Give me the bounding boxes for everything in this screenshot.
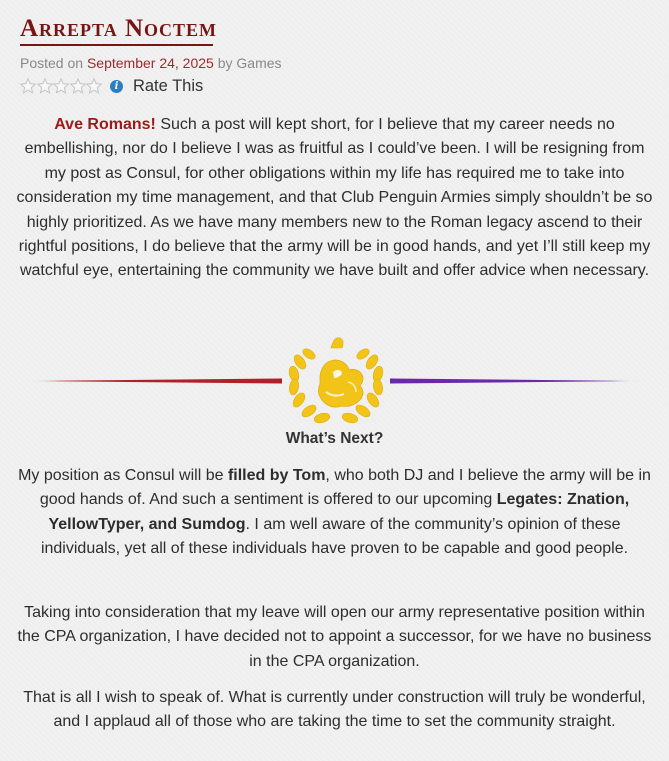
succession-paragraph [14,464,655,562]
intro-paragraph [14,113,655,284]
divider-right-line [390,379,642,384]
succession-bold-tom: filled by Tom [227,467,326,484]
section-divider [0,334,669,430]
cpa-paragraph: Taking into consideration that my leave will open our army representative position within the CPA organization, I have decided not to appoint a successor, for we have no business in the CPA organization. [17,604,652,670]
by-label: by [217,55,233,71]
divider-left-line [30,379,282,384]
rate-this-link[interactable]: Rate This [132,77,204,95]
posted-on-label: Posted on [20,55,84,71]
succession-bold-legates: Legates: Znation, YellowTyper, and Sumdog [48,491,630,533]
closing-paragraph: That is all I wish to speak of. What is currently under construction will truly be wonderful, and I applaud all of those who are taking the time to set the community straight. [23,689,646,731]
succession-text-b: , who both DJ and I believe the army will be in good hands of. And such a sentiment is offered to our upcoming [39,467,651,509]
star-icon-2[interactable] [37,78,53,94]
succession-text-a: My position as Consul will be [18,467,228,484]
post-date-link[interactable]: September 24, 2025 [86,55,214,71]
star-icon-1[interactable] [20,78,36,94]
title-underline [20,44,213,46]
post-title[interactable]: Arrepta Noctem [20,15,218,42]
star-icon-3[interactable] [53,78,69,94]
rating-widget [20,76,203,96]
intro-text: Such a post will kept short, for I believe that my career needs no embellishing, nor do I believe I was as fruitful as I could’ve been. I will be resigning from my post as Consul, for other obligations within my life has required me to take into consideration my time management, and that Club Penguin Armies simply shouldn’t be so highly prioritized. As we have many members new to the Roman legacy ascend to their rightful positions, I do believe that the army will be in good hands, and yet I’ll still keep my watchful eye, entertaining the community we have built and offer advice when necessary. [16,116,653,280]
post-author-link[interactable]: Games [236,55,282,71]
roman-laurel-emblem-icon [288,338,385,425]
star-icon-4[interactable] [70,78,86,94]
succession-text-c: . I am well aware of the community’s opinion of these individuals, yet all of these individuals have proven to be capable and good people. [40,515,629,558]
section-heading: What’s Next? [285,430,384,447]
post-meta [20,54,282,72]
info-icon[interactable]: i [110,80,123,93]
greeting-text: Ave Romans! [54,116,156,133]
star-icon-5[interactable] [86,78,102,94]
